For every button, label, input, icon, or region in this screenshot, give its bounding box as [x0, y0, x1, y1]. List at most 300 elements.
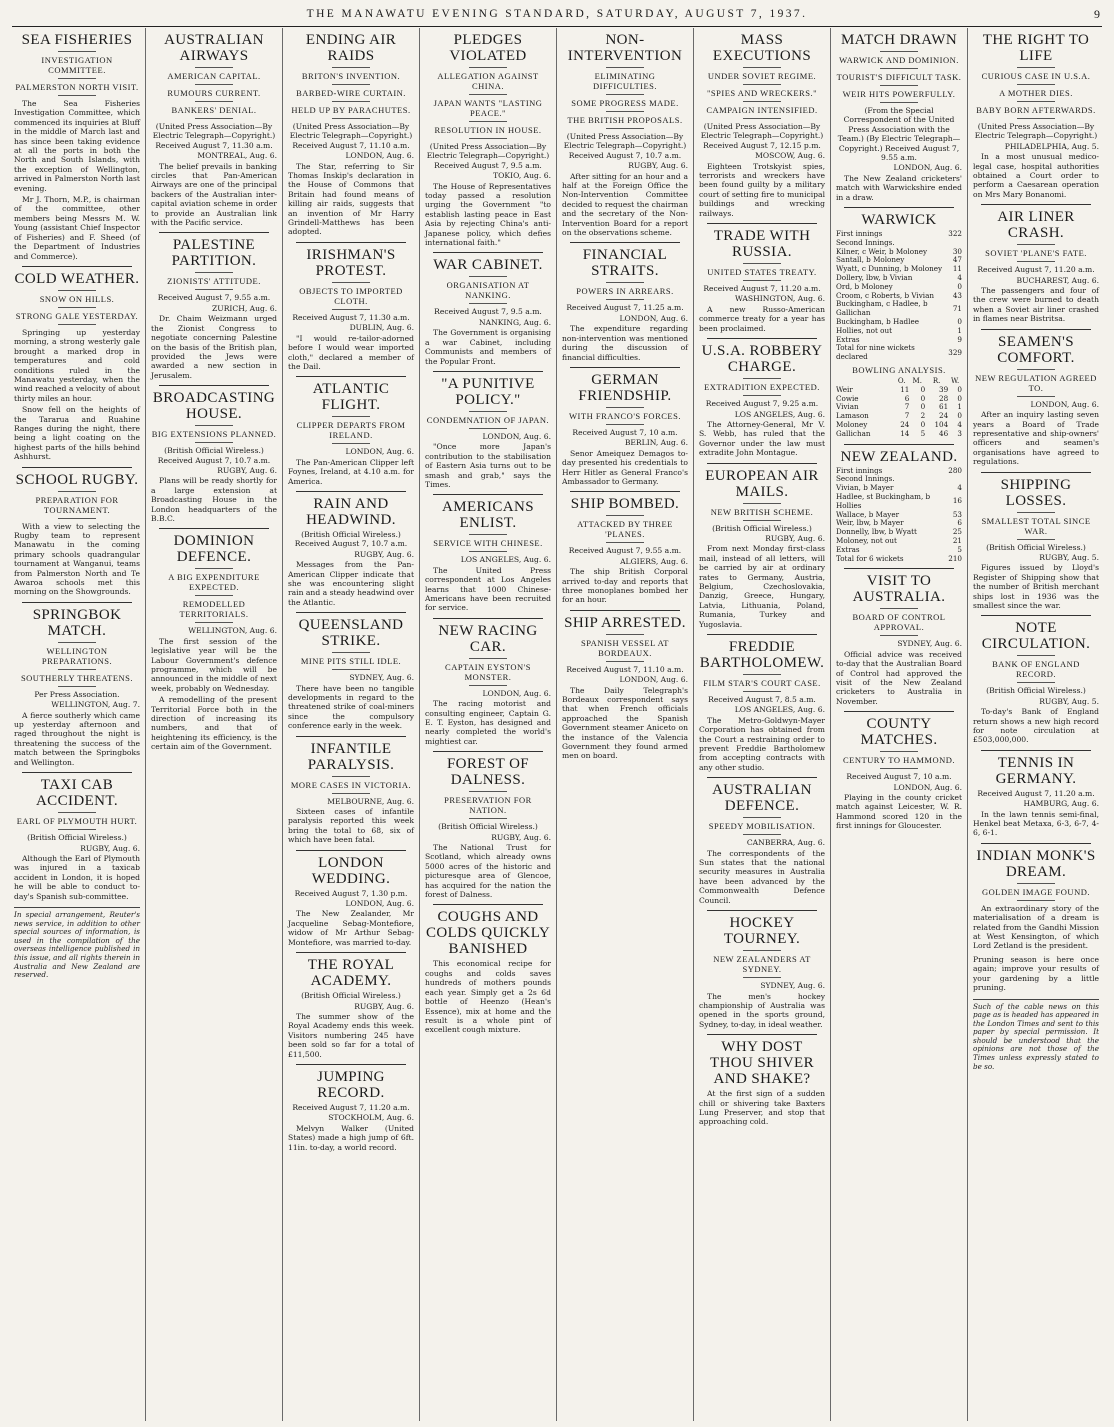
bowling-cell: 46	[939, 428, 949, 438]
subheading: INVESTIGATION COMMITTEE.	[41, 55, 113, 75]
subheading: RUMOURS CURRENT.	[167, 88, 261, 98]
body-paragraph: Sixteen cases of infantile paralysis reported this week bring the total to 68, six of which have been fatal.	[288, 807, 414, 845]
subheading: HELD UP BY PARACHUTES.	[291, 105, 411, 115]
body-paragraph: The Government is organising a war Cabinet, including Communists and members of the Popular Front.	[425, 328, 551, 366]
source-line: Received August 7, 8.5 a.m.	[708, 695, 816, 704]
dateline: LONDON, Aug. 6.	[893, 782, 962, 792]
deck-rule	[1017, 261, 1055, 262]
subheading: CENTURY TO HAMMOND.	[842, 755, 956, 766]
dateline: TOKIO, Aug. 6.	[493, 171, 551, 181]
scorecard-cell: Croom, c Roberts, b Vivian	[836, 290, 934, 300]
scorecard-cell: 11	[952, 264, 962, 274]
deck-rule	[469, 428, 507, 429]
source-line: Received August 7, 11.30 a.m.	[292, 312, 410, 322]
body-paragraph: This economical recipe for coughs and colds saves hundreds of mothers pounds each year. Simply get a 2s 6d bottle of Heenzo (Hean's Essence), mix at home and the result is a whole pint of excellent cough mixture.	[425, 959, 551, 1035]
scorecard-cell: 47	[952, 255, 962, 265]
scorecard-cell: 53	[952, 509, 962, 519]
source-line: (British Official Wireless.)	[301, 991, 401, 1001]
scorecard-cell: Santall, b Moloney	[836, 255, 905, 265]
article-separator	[296, 952, 406, 953]
bowling-cell: 0	[920, 402, 926, 412]
article	[836, 32, 962, 202]
deck-rule	[195, 101, 233, 102]
dateline: DUBLIN, Aug. 6.	[349, 323, 414, 333]
source-line: (British Official Wireless.)	[438, 822, 538, 832]
scorecard-cell: 210	[948, 553, 962, 563]
article-separator	[570, 610, 680, 611]
deck-rule	[195, 118, 233, 119]
scorecard-row	[836, 300, 962, 318]
deck-rule	[1017, 369, 1055, 370]
deck-rule	[195, 442, 233, 443]
subheading: UNDER SOVIET REGIME.	[707, 71, 817, 81]
subheading: THE BRITISH PROPOSALS.	[567, 115, 683, 125]
deck-rule	[58, 95, 96, 96]
deck-rule	[606, 282, 644, 283]
subheading: A BIG EXPENDITURE EXPECTED.	[168, 572, 260, 593]
scorecard-cell: 5	[957, 544, 962, 554]
batting-scorecard	[836, 467, 962, 564]
headline: ENDING AIR RAIDS	[305, 32, 397, 64]
article-separator	[433, 252, 543, 253]
dateline: WELLINGTON, Aug. 6.	[188, 626, 277, 636]
article	[699, 463, 825, 629]
scorecard-cell: 21	[952, 535, 962, 545]
article	[699, 32, 825, 218]
scorecard-cell: Hadlee, st Buckingham, b Hollies	[836, 491, 931, 510]
article-separator	[159, 385, 269, 386]
source-line: Received August 7, 9.55 a.m.	[568, 546, 682, 556]
article-separator	[981, 843, 1091, 844]
article	[425, 252, 551, 365]
article-separator	[296, 1064, 406, 1065]
subheading: PALMERSTON NORTH VISIT.	[15, 82, 139, 92]
deck-rule	[880, 102, 918, 103]
bowling-cell: 5	[920, 428, 926, 438]
headline: EUROPEAN AIR MAILS.	[705, 467, 819, 500]
subheading: SOME PROGRESS MADE.	[571, 98, 679, 108]
body-paragraph: From next Monday first-class mail, instead of all letters, will be carried by air at ordinary rates to Germany, Austria, Belgium, Czechoslovakia, Danzig, Greece, Hungary, Latvia, Lithuania, Poland, Rumania, Turkey and Yugoslavia.	[699, 544, 825, 629]
deck-rule	[469, 818, 507, 819]
dateline: WASHINGTON, Aug. 6.	[734, 294, 825, 304]
deck-rule	[743, 101, 781, 102]
deck-rule	[1017, 67, 1055, 68]
body-paragraph: At the first sign of a sudden chill or shivering take Baxters Lung Preserver, and stop that approaching cold.	[699, 1089, 825, 1127]
bowling-cell: 28	[939, 393, 949, 403]
body-paragraph: Springing up yesterday morning, a strong westerly gale brought a marked drop in temperatures and cold conditions ruled in the Manawatu yesterday, when the wind reached a velocity of about thirty miles an hour.	[14, 327, 140, 403]
source-line: Received August 7, 11.20 a.m.	[703, 284, 821, 294]
scorecard-row	[836, 344, 962, 362]
article-separator	[707, 463, 817, 464]
source-line: Received August 7, 9.25 a.m.	[705, 399, 819, 409]
article	[14, 266, 140, 462]
deck-rule	[332, 669, 370, 670]
article	[288, 612, 414, 730]
subheading: ORGANISATION AT NANKING.	[446, 280, 530, 301]
source-line: (United Press Association—By Electric Telegraph—Copyright.) Received August 7, 12.15 p.m.	[700, 122, 824, 150]
article	[425, 618, 551, 746]
subheading: SNOW ON HILLS.	[39, 293, 115, 304]
deck-rule	[743, 118, 781, 119]
headline: COUNTY MATCHES.	[860, 716, 938, 749]
subheading: WELLINGTON PREPARATIONS.	[41, 645, 113, 666]
body-paragraph: The New Zealand cricketers' match with Warwickshire ended in a draw.	[836, 173, 962, 202]
dateline: ALGIERS, Aug. 6.	[620, 556, 688, 566]
scorecard-cell: First innings	[836, 465, 883, 475]
article	[288, 850, 414, 947]
dateline: LONDON, Aug. 6.	[345, 447, 414, 457]
subheading: BANK OF ENGLAND RECORD.	[992, 659, 1080, 680]
dateline: CANBERRA, Aug. 6.	[746, 838, 825, 848]
bowling-cell: 24	[939, 411, 949, 421]
headline: FINANCIAL STRAITS.	[582, 247, 668, 280]
headline: GERMAN FRIENDSHIP.	[578, 371, 672, 404]
scorecard-cell: Second Innings.	[836, 237, 895, 247]
subheading: SOUTHERLY THREATENS.	[20, 672, 134, 683]
deck-rule	[743, 520, 781, 521]
article	[14, 467, 140, 597]
deck-rule	[58, 642, 96, 643]
subheading: OBJECTS TO IMPORTED CLOTH.	[299, 285, 403, 306]
scorecard-cell: Wyatt, c Dunning, b Moloney	[836, 264, 943, 274]
bowling-cell: 0	[957, 393, 962, 403]
deck-rule	[469, 94, 507, 95]
headline: SHIPPING LOSSES.	[1000, 476, 1072, 509]
dateline: LONDON, Aug. 6.	[619, 313, 688, 323]
article	[425, 371, 551, 489]
subheading: BABY BORN AFTERWARDS.	[976, 105, 1096, 115]
body-paragraph: The correspondents of the Sun states that the national security measures in Australia have been advanced by the Commonwealth Defence Council.	[699, 848, 825, 905]
deck-rule	[1017, 512, 1055, 513]
deck-rule	[743, 263, 781, 264]
dateline: NANKING, Aug. 6.	[478, 317, 551, 327]
source-line: (British Official Wireless.) Received August 7, 10.7 a.m.	[294, 529, 408, 549]
subheading: BIG EXTENSIONS PLANNED.	[151, 429, 277, 440]
deck-rule	[880, 768, 918, 769]
body-paragraph: There have been no tangible developments in regard to the threatened strike of coal-miners since the compulsory conference early in the week.	[288, 683, 414, 731]
body-paragraph: "I would re-tailor-adorned before I would wear imported cloth," declared a member of the Dail.	[288, 333, 414, 371]
deck-rule	[332, 776, 370, 777]
article	[14, 602, 140, 767]
article-separator	[159, 232, 269, 233]
deck-rule	[58, 669, 96, 670]
headline: FREDDIE BARTHOLOMEW.	[699, 639, 825, 671]
deck-rule	[1017, 101, 1055, 102]
source-line: (British Official Wireless.) Received August 7, 10.7 a.m.	[157, 446, 271, 465]
source-line: (British Official Wireless.)	[27, 833, 127, 843]
headline: AMERICANS ENLIST.	[442, 499, 534, 532]
body-paragraph: Dr. Chaim Weizmann urged the Zionist Congress to negotiate concerning Palestine on the basis of the British plan, provided the Jews were awarded a new section in Jerusalem.	[151, 314, 277, 380]
deck-rule	[880, 751, 918, 752]
subheading: UNITED STATES TREATY.	[707, 267, 817, 278]
bowling-cell: 0	[920, 384, 926, 394]
subheading: "SPIES AND WRECKERS."	[706, 88, 818, 98]
source-line: (United Press Association—By Electric Telegraph—Copyright.)	[974, 122, 1098, 141]
headline: SEA FISHERIES	[21, 32, 133, 48]
dateline: RUGBY, Aug. 5.	[1039, 552, 1099, 562]
body-paragraph: The Metro-Goldwyn-Mayer Corporation has obtained from the Court a restraining order to prevent Freddie Bartholomew from accepting contracts with any other studio.	[699, 715, 825, 772]
headline: INDIAN MONK'S DREAM.	[976, 847, 1096, 880]
subheading: NEW BRITISH SCHEME.	[710, 506, 814, 517]
column-1	[12, 28, 145, 1421]
subheading: SPEEDY MOBILISATION.	[708, 821, 816, 832]
deck-rule	[743, 674, 781, 675]
source-line: Received August 7, 11.20 a.m.	[977, 265, 1095, 275]
deck-rule	[606, 542, 644, 543]
body-paragraph: Official advice was received to-day that the Australian Board of Control had approved the visit of the New Zealand cricketers to Australia in November.	[836, 649, 962, 706]
article	[288, 32, 414, 237]
article-separator	[707, 910, 817, 911]
headline: NOTE CIRCULATION.	[981, 620, 1091, 653]
source-line: (United Press Association—By Electric Telegraph—Copyright.) Received August 7, 10.7 a.m.	[563, 132, 687, 160]
subheading: CAMPAIGN INTENSIFIED.	[706, 105, 818, 115]
headline: NON-INTERVENTION	[567, 32, 683, 64]
subheading: NEW ZEALANDERS AT SYDNEY.	[713, 954, 811, 975]
deck-rule	[332, 309, 370, 310]
subheading: SMALLEST TOTAL SINCE WAR.	[981, 515, 1091, 536]
deck-rule	[195, 595, 233, 596]
footnote: In special arrangement, Reuter's news service, in addition to other special sources of information, is used in the compilation of the overseas intelligence published in this issue, and all rights therein in Australia and New Zealand are reserved.	[14, 907, 140, 980]
headline: SCHOOL RUGBY.	[15, 471, 139, 488]
article	[151, 385, 277, 523]
deck-rule	[58, 829, 96, 830]
body-paragraph: A new Russo-American commerce treaty for a year has been proclaimed.	[699, 304, 825, 333]
headline: HOCKEY TOURNEY.	[723, 915, 801, 948]
dateline: LOS ANGELES, Aug. 6.	[734, 705, 825, 715]
article	[973, 329, 1099, 467]
body-paragraph: Snow fell on the heights of the Tararua and Ruahine Ranges during the night, there being a light coating on the highest parts of the hills behind Ashhurst.	[14, 405, 140, 462]
deck-rule	[1017, 396, 1055, 397]
deck-rule	[1017, 883, 1055, 884]
body-paragraph: The Pan-American Clipper left Foynes, Ireland, at 4.10 a.m. for America.	[288, 457, 414, 486]
article-separator	[844, 711, 954, 712]
body-paragraph: Although the Earl of Plymouth was injured in a taxicab accident in London, it is hoped he will be able to conduct to-day's Spanish sub-committee.	[14, 853, 140, 901]
article-separator	[844, 207, 954, 208]
deck-rule	[743, 280, 781, 281]
scorecard-cell: Weir, lbw, b Mayer	[836, 518, 904, 528]
deck-rule	[195, 84, 233, 85]
subheading: AMERICAN CAPITAL.	[167, 71, 261, 81]
article	[151, 232, 277, 380]
scorecard-cell: Wallace, b Mayer	[836, 509, 900, 519]
scorecard-cell: Dollery, lbw, b Vivian	[836, 273, 913, 283]
article-separator	[570, 367, 680, 368]
dateline: RUGBY, Aug. 6.	[354, 549, 414, 559]
bowling-cell: Moloney	[836, 420, 868, 429]
headline: NEW RACING CAR.	[438, 622, 538, 655]
headline: INFANTILE PARALYSIS.	[307, 740, 395, 773]
headline: BROADCASTING HOUSE.	[152, 390, 276, 423]
deck-rule	[1017, 118, 1055, 119]
scorecard-cell: Total for 6 wickets	[836, 553, 904, 563]
headline: WAR CABINET.	[433, 257, 543, 274]
headline: VISIT TO AUSTRALIA.	[852, 573, 946, 606]
scorecard-cell: 0	[957, 281, 962, 291]
source-line: Received August 7, 11.20 a.m.	[292, 1102, 410, 1112]
article-separator	[22, 467, 132, 468]
deck-rule	[606, 424, 644, 425]
body-paragraph: After sitting for an hour and a half at the Foreign Office the Non-Intervention Committee decided to request the chairman and the secretary of the Non-Intervention Board for a report on the observations scheme.	[562, 171, 688, 238]
headline: IRISHMAN'S PROTEST.	[306, 246, 396, 279]
article	[562, 32, 688, 237]
bowling-cell: Weir	[836, 384, 853, 394]
bowling-row	[836, 430, 962, 439]
headline: TAXI CAB ACCIDENT.	[35, 777, 119, 810]
dateline: RUGBY, Aug. 6.	[80, 843, 140, 853]
headline: "A PUNITIVE POLICY."	[441, 375, 535, 408]
article-separator	[296, 491, 406, 492]
bowling-cell: 104	[934, 420, 949, 429]
dateline: LONDON, Aug. 6.	[482, 688, 551, 698]
article	[699, 1034, 825, 1127]
article-separator	[433, 904, 543, 905]
scorecard-cell: Buckingham, c Hadlee, b Gallichan	[836, 299, 928, 318]
bowling-cell: 6	[904, 393, 910, 403]
scorecard-cell: 71	[952, 303, 962, 313]
scorecard-cell: 43	[952, 290, 962, 300]
headline: RAIN AND HEADWIND.	[306, 495, 396, 528]
deck-rule	[332, 443, 370, 444]
bowling-cell: 61	[939, 402, 949, 412]
scorecard-cell: 280	[948, 465, 962, 475]
deck-rule	[743, 378, 781, 379]
subheading: CURIOUS CASE IN U.S.A.	[981, 71, 1091, 81]
article	[973, 750, 1099, 838]
body-paragraph: With a view to selecting the Rugby team to represent Manawatu in the coming primary schools quadrangular tournament at Wanganui, teams from Palmerston North and Te Awaroa schools met this morning on the Showgrounds.	[14, 521, 140, 597]
subheading: MINE PITS STILL IDLE.	[300, 656, 402, 667]
headline: TENNIS IN GERMANY.	[995, 754, 1077, 787]
deck-rule	[195, 289, 233, 290]
article-separator	[296, 376, 406, 377]
dateline: LOS ANGELES, Aug. 6.	[460, 555, 551, 565]
column-4	[419, 28, 556, 1421]
headline: SHIP BOMBED.	[570, 496, 680, 513]
bowling-cell: 0	[920, 420, 926, 429]
deck-rule	[880, 51, 918, 52]
body-paragraph: The passengers and four of the crew were burned to death when a Soviet air liner crashed in flames near Bistritsa.	[973, 286, 1099, 324]
bowling-header-cell: M.	[912, 377, 922, 386]
subheading: GOLDEN IMAGE FOUND.	[982, 886, 1090, 897]
subheading: CLIPPER DEPARTS FROM IRELAND.	[296, 420, 406, 441]
masthead-title: THE MANAWATU EVENING STANDARD, SATURDAY, AUGUST 7, 1937.	[306, 8, 808, 20]
body-paragraph: The United Press correspondent at Los Angeles learns that 1000 Chinese-Americans have been recruited for service.	[425, 565, 551, 613]
article	[14, 772, 140, 901]
dateline: RUGBY, Aug. 6.	[765, 533, 825, 543]
dateline: MONTREAL, Aug. 6.	[197, 151, 277, 161]
article-separator	[296, 736, 406, 737]
body-paragraph: Melvyn Walker (United States) made a high jump of 6ft. 11in. to-day, a world record.	[288, 1123, 414, 1152]
body-paragraph: Figures issued by Lloyd's Register of Shipping show that the number of British merchant ships lost in 1936 was the smallest since the war.	[973, 563, 1099, 610]
subheading: EARL OF PLYMOUTH HURT.	[16, 816, 138, 827]
deck-rule	[469, 121, 507, 122]
article-separator	[981, 615, 1091, 616]
source-line: Received August 7, 11.25 a.m.	[566, 303, 684, 313]
body-paragraph: The belief prevails in banking circles that Pan-American Airways are one of the principal backers of the Australian inter-capital aviation scheme in order to provide an Australian link with the Pacific service.	[151, 161, 277, 228]
dateline: RUGBY, Aug. 6.	[354, 1001, 414, 1011]
headline: AUSTRALIAN DEFENCE.	[712, 782, 812, 815]
article-separator	[707, 777, 817, 778]
subheading: BANKERS' DENIAL.	[171, 105, 257, 115]
article-separator	[296, 850, 406, 851]
body-paragraph: The men's hockey championship of Australia was opened in the sports ground, Sydney, to-day, in ideal weather.	[699, 991, 825, 1029]
scorecard-cell: Hollies, not out	[836, 325, 892, 335]
deck-rule	[606, 299, 644, 300]
deck-rule	[1017, 539, 1055, 540]
deck-rule	[332, 118, 370, 119]
article-separator	[981, 329, 1091, 330]
subheading: TOURIST'S DIFFICULT TASK.	[836, 72, 962, 82]
article	[562, 367, 688, 486]
scorecard-cell: Total for nine wickets declared	[836, 343, 915, 362]
body-paragraph: The Daily Telegraph's Bordeaux correspondent says that when French officials approached the Spanish Government steamer Aniceto on the instance of the Valencia Government they found armed men on board.	[562, 685, 688, 761]
subheading: BRITON'S INVENTION.	[301, 71, 401, 81]
dateline: LONDON, Aug. 6.	[345, 151, 414, 161]
headline: MATCH DRAWN	[840, 32, 958, 48]
footnote: Such of the cable news on this page as is headed has appeared in the London Times and sent to this paper by special permission. It should be understood that the opinions are not those of the Times unless expressly stated to be so.	[973, 999, 1099, 1072]
scorecard-cell: 329	[948, 347, 962, 357]
article	[425, 494, 551, 612]
article	[425, 904, 551, 1034]
deck-rule	[195, 568, 233, 569]
dateline: MELBOURNE, Aug. 6.	[327, 796, 414, 806]
dateline: LONDON, Aug. 6.	[482, 431, 551, 441]
article	[14, 32, 140, 261]
subheading: NEW REGULATION AGREED TO.	[975, 372, 1097, 393]
source-line: Received August 7, 1.30 p.m.	[294, 888, 408, 898]
article	[562, 242, 688, 361]
article	[151, 32, 277, 227]
deck-rule	[1017, 900, 1055, 901]
dateline: RUGBY, Aug. 6.	[491, 832, 551, 842]
deck-rule	[606, 128, 644, 129]
deck-rule	[880, 68, 918, 69]
scorecard-cell: 6	[957, 518, 962, 528]
scorecard-cell: Extras	[836, 334, 860, 344]
body-paragraph: The racing motorist and consulting engineer, Captain G. E. T. Eyston, has designed and nearly completed the world's mightiest car.	[425, 699, 551, 746]
article	[288, 952, 414, 1059]
scorecard-cell: First innings	[836, 229, 883, 239]
bowling-cell: Lamason	[836, 411, 869, 421]
scorecard-cell: 25	[952, 527, 962, 537]
body-paragraph: A remodelling of the present Territorial Force both in the direction of increasing its numbers, and that of heightening its efficiency, is the certain aim of the Government.	[151, 695, 277, 752]
article-separator	[159, 528, 269, 529]
deck-rule	[469, 138, 507, 139]
article-separator	[570, 491, 680, 492]
body-paragraph: The Attorney-General, Mr V. S. Webb, has ruled that the Governor under the law must extradite John Montague.	[699, 419, 825, 458]
body-paragraph: Playing in the county cricket match against Leicester, W. R. Hammond scored 120 in the first innings for Gloucester.	[836, 793, 962, 831]
article	[288, 1064, 414, 1152]
article-separator	[296, 242, 406, 243]
headline: THE RIGHT TO LIFE	[982, 32, 1090, 64]
deck-rule	[332, 282, 370, 283]
article-separator	[22, 266, 132, 267]
source-line: (United Press Association—By Electric Telegraph—Copyright.) Received August 7, 9.5 a.m.	[426, 142, 550, 170]
subheading: EXTRADITION EXPECTED.	[704, 382, 820, 393]
dateline: SYDNEY, Aug. 6.	[760, 981, 825, 991]
headline: JUMPING RECORD.	[317, 1068, 385, 1101]
article-separator	[433, 751, 543, 752]
subheading: ELIMINATING DIFFICULTIES.	[592, 71, 658, 91]
deck-rule	[469, 551, 507, 552]
article-separator	[22, 602, 132, 603]
bowling-cell: 0	[957, 384, 962, 394]
deck-rule	[1017, 655, 1055, 656]
deck-rule	[469, 411, 507, 412]
body-paragraph: The summer show of the Royal Academy ends this week. Visitors numbering 245 have been sold so far for a total of £11,500.	[288, 1011, 414, 1059]
dateline: MOSCOW, Aug. 6.	[755, 151, 825, 161]
source-line: (British Official Wireless.)	[712, 523, 812, 533]
headline: MASS EXECUTIONS	[712, 32, 812, 64]
